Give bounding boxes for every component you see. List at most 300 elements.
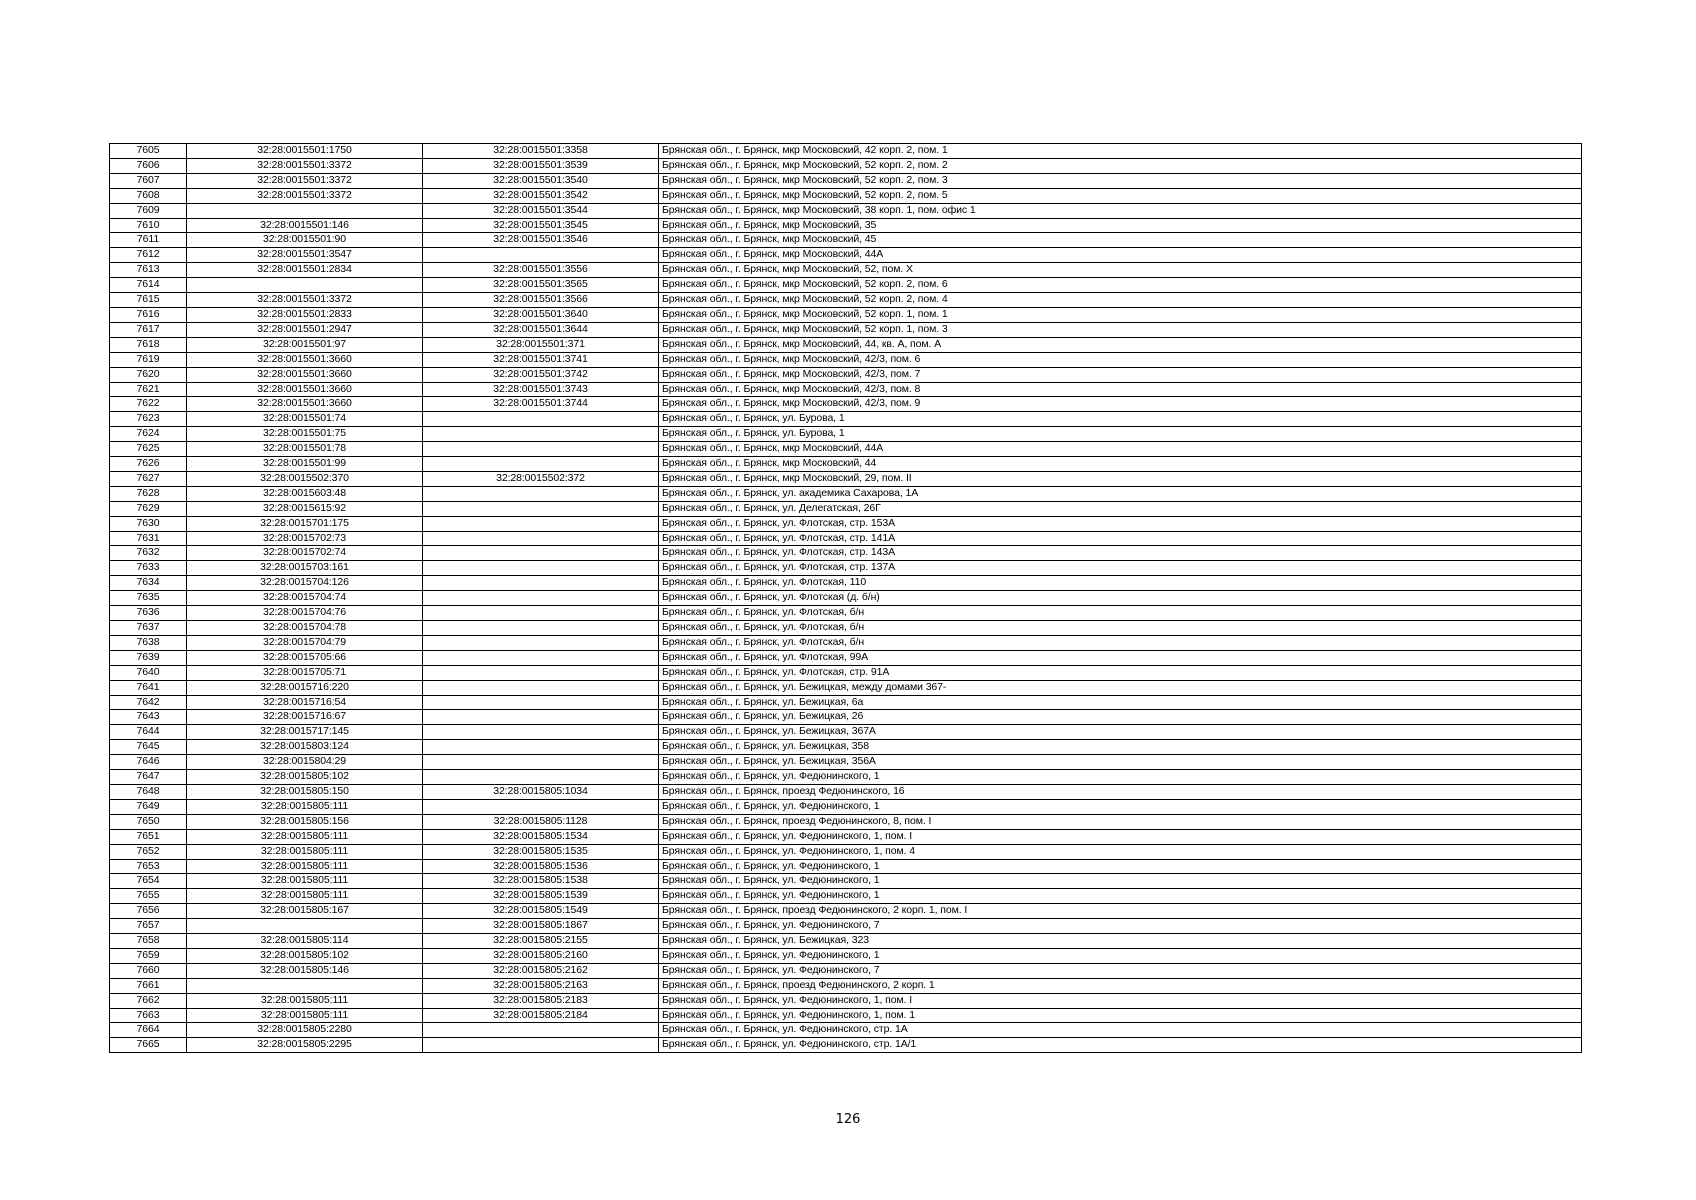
object-cadastral-number-cell: 32:28:0015502:372 (423, 471, 659, 486)
row-number-cell: 7644 (110, 725, 187, 740)
row-number-cell: 7611 (110, 233, 187, 248)
address-cell: Брянская обл., г. Брянск, ул. Бежицкая, 367А (659, 725, 1582, 740)
address-cell: Брянская обл., г. Брянск, ул. Флотская, стр. 153А (659, 516, 1582, 531)
table-row (110, 144, 1582, 159)
table-row (110, 814, 1582, 829)
table-row (110, 740, 1582, 755)
table-row (110, 770, 1582, 785)
table-row (110, 546, 1582, 561)
land-cadastral-number-cell: 32:28:0015805:114 (187, 934, 423, 949)
object-cadastral-number-cell: 32:28:0015501:371 (423, 337, 659, 352)
row-number-cell: 7627 (110, 471, 187, 486)
row-number-cell: 7656 (110, 904, 187, 919)
land-cadastral-number-cell: 32:28:0015615:92 (187, 501, 423, 516)
land-cadastral-number-cell: 32:28:0015704:126 (187, 576, 423, 591)
address-cell: Брянская обл., г. Брянск, мкр Московский, 52 корп. 1, пом. 3 (659, 322, 1582, 337)
address-cell: Брянская обл., г. Брянск, ул. Бежицкая, 323 (659, 934, 1582, 949)
address-cell: Брянская обл., г. Брянск, проезд Федюнинского, 2 корп. 1 (659, 978, 1582, 993)
address-cell: Брянская обл., г. Брянск, мкр Московский, 44 (659, 457, 1582, 472)
land-cadastral-number-cell: 32:28:0015805:111 (187, 993, 423, 1008)
address-cell: Брянская обл., г. Брянск, мкр Московский, 42/3, пом. 6 (659, 352, 1582, 367)
address-cell: Брянская обл., г. Брянск, проезд Федюнинского, 16 (659, 784, 1582, 799)
address-cell: Брянская обл., г. Брянск, ул. Бежицкая, 358 (659, 740, 1582, 755)
row-number-cell: 7632 (110, 546, 187, 561)
object-cadastral-number-cell (423, 635, 659, 650)
address-cell: Брянская обл., г. Брянск, ул. Федюнинского, 1 (659, 948, 1582, 963)
row-number-cell: 7661 (110, 978, 187, 993)
land-cadastral-number-cell: 32:28:0015805:167 (187, 904, 423, 919)
table-row (110, 963, 1582, 978)
object-cadastral-number-cell (423, 740, 659, 755)
row-number-cell: 7651 (110, 829, 187, 844)
row-number-cell: 7660 (110, 963, 187, 978)
address-cell: Брянская обл., г. Брянск, ул. Федюнинского, 1, пом. I (659, 993, 1582, 1008)
land-cadastral-number-cell: 32:28:0015805:111 (187, 874, 423, 889)
land-cadastral-number-cell: 32:28:0015803:124 (187, 740, 423, 755)
row-number-cell: 7642 (110, 695, 187, 710)
land-cadastral-number-cell: 32:28:0015501:3547 (187, 248, 423, 263)
table-row (110, 695, 1582, 710)
land-cadastral-number-cell: 32:28:0015501:3660 (187, 352, 423, 367)
object-cadastral-number-cell: 32:28:0015805:1128 (423, 814, 659, 829)
land-cadastral-number-cell: 32:28:0015717:145 (187, 725, 423, 740)
address-cell: Брянская обл., г. Брянск, ул. Флотская (д. б/н) (659, 591, 1582, 606)
object-cadastral-number-cell (423, 710, 659, 725)
row-number-cell: 7628 (110, 486, 187, 501)
address-cell: Брянская обл., г. Брянск, ул. Флотская, стр. 91А (659, 665, 1582, 680)
object-cadastral-number-cell (423, 457, 659, 472)
table-row (110, 293, 1582, 308)
land-cadastral-number-cell: 32:28:0015603:48 (187, 486, 423, 501)
row-number-cell: 7643 (110, 710, 187, 725)
object-cadastral-number-cell (423, 606, 659, 621)
page-number: 126 (835, 1112, 861, 1127)
address-cell: Брянская обл., г. Брянск, мкр Московский, 52 корп. 2, пом. 4 (659, 293, 1582, 308)
row-number-cell: 7630 (110, 516, 187, 531)
land-cadastral-number-cell: 32:28:0015805:111 (187, 799, 423, 814)
address-cell: Брянская обл., г. Брянск, мкр Московский, 42/3, пом. 8 (659, 382, 1582, 397)
land-cadastral-number-cell: 32:28:0015805:102 (187, 770, 423, 785)
land-cadastral-number-cell: 32:28:0015701:175 (187, 516, 423, 531)
object-cadastral-number-cell: 32:28:0015805:2160 (423, 948, 659, 963)
address-cell: Брянская обл., г. Брянск, ул. Флотская, стр. 141А (659, 531, 1582, 546)
row-number-cell: 7609 (110, 203, 187, 218)
registry-table-body (110, 144, 1582, 1053)
address-cell: Брянская обл., г. Брянск, ул. Бурова, 1 (659, 427, 1582, 442)
object-cadastral-number-cell: 32:28:0015805:2184 (423, 1008, 659, 1023)
table-row (110, 352, 1582, 367)
object-cadastral-number-cell: 32:28:0015501:3640 (423, 307, 659, 322)
table-row (110, 471, 1582, 486)
row-number-cell: 7610 (110, 218, 187, 233)
table-row (110, 248, 1582, 263)
address-cell: Брянская обл., г. Брянск, ул. Бежицкая, 6а (659, 695, 1582, 710)
land-cadastral-number-cell: 32:28:0015501:3372 (187, 158, 423, 173)
object-cadastral-number-cell (423, 546, 659, 561)
table-row (110, 710, 1582, 725)
object-cadastral-number-cell (423, 576, 659, 591)
object-cadastral-number-cell: 32:28:0015501:3556 (423, 263, 659, 278)
object-cadastral-number-cell: 32:28:0015501:3539 (423, 158, 659, 173)
row-number-cell: 7665 (110, 1038, 187, 1053)
address-cell: Брянская обл., г. Брянск, ул. Федюнинского, стр. 1А (659, 1023, 1582, 1038)
land-cadastral-number-cell: 32:28:0015716:67 (187, 710, 423, 725)
land-cadastral-number-cell: 32:28:0015702:74 (187, 546, 423, 561)
address-cell: Брянская обл., г. Брянск, ул. Флотская, б/н (659, 606, 1582, 621)
row-number-cell: 7639 (110, 650, 187, 665)
object-cadastral-number-cell (423, 621, 659, 636)
land-cadastral-number-cell: 32:28:0015501:90 (187, 233, 423, 248)
address-cell: Брянская обл., г. Брянск, ул. Федюнинского, 1, пом. 4 (659, 844, 1582, 859)
row-number-cell: 7657 (110, 919, 187, 934)
row-number-cell: 7608 (110, 188, 187, 203)
land-cadastral-number-cell: 32:28:0015704:74 (187, 591, 423, 606)
address-cell: Брянская обл., г. Брянск, ул. Флотская, 99А (659, 650, 1582, 665)
address-cell: Брянская обл., г. Брянск, мкр Московский, 35 (659, 218, 1582, 233)
table-row (110, 829, 1582, 844)
address-cell: Брянская обл., г. Брянск, мкр Московский, 52 корп. 2, пом. 6 (659, 278, 1582, 293)
row-number-cell: 7607 (110, 173, 187, 188)
table-row (110, 799, 1582, 814)
registry-table (109, 143, 1582, 1053)
object-cadastral-number-cell (423, 561, 659, 576)
land-cadastral-number-cell (187, 919, 423, 934)
table-row (110, 784, 1582, 799)
address-cell: Брянская обл., г. Брянск, проезд Федюнинского, 8, пом. I (659, 814, 1582, 829)
address-cell: Брянская обл., г. Брянск, ул. Федюнинского, 1, пом. 1 (659, 1008, 1582, 1023)
row-number-cell: 7647 (110, 770, 187, 785)
land-cadastral-number-cell: 32:28:0015501:2834 (187, 263, 423, 278)
table-row (110, 442, 1582, 457)
address-cell: Брянская обл., г. Брянск, ул. Бурова, 1 (659, 412, 1582, 427)
land-cadastral-number-cell: 32:28:0015501:75 (187, 427, 423, 442)
object-cadastral-number-cell: 32:28:0015501:3741 (423, 352, 659, 367)
object-cadastral-number-cell: 32:28:0015501:3742 (423, 367, 659, 382)
table-row (110, 621, 1582, 636)
land-cadastral-number-cell: 32:28:0015702:73 (187, 531, 423, 546)
address-cell: Брянская обл., г. Брянск, мкр Московский, 44, кв. А, пом. А (659, 337, 1582, 352)
land-cadastral-number-cell: 32:28:0015501:3660 (187, 382, 423, 397)
address-cell: Брянская обл., г. Брянск, ул. Флотская, 110 (659, 576, 1582, 591)
table-row (110, 337, 1582, 352)
table-row (110, 1008, 1582, 1023)
row-number-cell: 7617 (110, 322, 187, 337)
address-cell: Брянская обл., г. Брянск, мкр Московский, 52, пом. X (659, 263, 1582, 278)
object-cadastral-number-cell: 32:28:0015805:1539 (423, 889, 659, 904)
row-number-cell: 7606 (110, 158, 187, 173)
table-row (110, 486, 1582, 501)
object-cadastral-number-cell (423, 591, 659, 606)
row-number-cell: 7614 (110, 278, 187, 293)
row-number-cell: 7626 (110, 457, 187, 472)
address-cell: Брянская обл., г. Брянск, ул. Федюнинского, 1 (659, 799, 1582, 814)
row-number-cell: 7637 (110, 621, 187, 636)
address-cell: Брянская обл., г. Брянск, ул. Федюнинского, 7 (659, 963, 1582, 978)
land-cadastral-number-cell: 32:28:0015501:99 (187, 457, 423, 472)
address-cell: Брянская обл., г. Брянск, ул. Флотская, стр. 137А (659, 561, 1582, 576)
table-row (110, 263, 1582, 278)
row-number-cell: 7621 (110, 382, 187, 397)
table-row (110, 665, 1582, 680)
address-cell: Брянская обл., г. Брянск, ул. Федюнинского, 1 (659, 770, 1582, 785)
land-cadastral-number-cell: 32:28:0015805:111 (187, 889, 423, 904)
object-cadastral-number-cell: 32:28:0015805:2163 (423, 978, 659, 993)
row-number-cell: 7653 (110, 859, 187, 874)
object-cadastral-number-cell: 32:28:0015805:1538 (423, 874, 659, 889)
table-row (110, 576, 1582, 591)
row-number-cell: 7664 (110, 1023, 187, 1038)
table-row (110, 844, 1582, 859)
table-row (110, 218, 1582, 233)
table-row (110, 307, 1582, 322)
object-cadastral-number-cell (423, 650, 659, 665)
table-row (110, 635, 1582, 650)
land-cadastral-number-cell (187, 278, 423, 293)
object-cadastral-number-cell: 32:28:0015501:3358 (423, 144, 659, 159)
row-number-cell: 7650 (110, 814, 187, 829)
address-cell: Брянская обл., г. Брянск, ул. Федюнинского, 1 (659, 874, 1582, 889)
land-cadastral-number-cell: 32:28:0015805:111 (187, 844, 423, 859)
row-number-cell: 7652 (110, 844, 187, 859)
row-number-cell: 7655 (110, 889, 187, 904)
table-row (110, 993, 1582, 1008)
row-number-cell: 7629 (110, 501, 187, 516)
address-cell: Брянская обл., г. Брянск, ул. Бежицкая, между домами 367- (659, 680, 1582, 695)
land-cadastral-number-cell: 32:28:0015502:370 (187, 471, 423, 486)
table-row (110, 397, 1582, 412)
object-cadastral-number-cell: 32:28:0015501:3542 (423, 188, 659, 203)
land-cadastral-number-cell: 32:28:0015805:146 (187, 963, 423, 978)
object-cadastral-number-cell: 32:28:0015805:2162 (423, 963, 659, 978)
address-cell: Брянская обл., г. Брянск, ул. Федюнинского, 7 (659, 919, 1582, 934)
object-cadastral-number-cell: 32:28:0015805:1536 (423, 859, 659, 874)
row-number-cell: 7649 (110, 799, 187, 814)
registry-sheet (109, 143, 1581, 1053)
row-number-cell: 7654 (110, 874, 187, 889)
table-row (110, 934, 1582, 949)
land-cadastral-number-cell: 32:28:0015501:3372 (187, 188, 423, 203)
row-number-cell: 7633 (110, 561, 187, 576)
land-cadastral-number-cell: 32:28:0015805:111 (187, 859, 423, 874)
address-cell: Брянская обл., г. Брянск, мкр Московский, 42 корп. 2, пом. 1 (659, 144, 1582, 159)
land-cadastral-number-cell: 32:28:0015501:1750 (187, 144, 423, 159)
address-cell: Брянская обл., г. Брянск, ул. Флотская, б/н (659, 621, 1582, 636)
row-number-cell: 7622 (110, 397, 187, 412)
row-number-cell: 7620 (110, 367, 187, 382)
address-cell: Брянская обл., г. Брянск, ул. Бежицкая, 26 (659, 710, 1582, 725)
row-number-cell: 7619 (110, 352, 187, 367)
land-cadastral-number-cell: 32:28:0015501:3372 (187, 173, 423, 188)
object-cadastral-number-cell: 32:28:0015501:3744 (423, 397, 659, 412)
address-cell: Брянская обл., г. Брянск, мкр Московский, 42/3, пом. 7 (659, 367, 1582, 382)
table-row (110, 561, 1582, 576)
row-number-cell: 7646 (110, 755, 187, 770)
table-row (110, 725, 1582, 740)
table-row (110, 158, 1582, 173)
object-cadastral-number-cell (423, 248, 659, 263)
land-cadastral-number-cell: 32:28:0015501:97 (187, 337, 423, 352)
object-cadastral-number-cell (423, 770, 659, 785)
object-cadastral-number-cell: 32:28:0015805:1535 (423, 844, 659, 859)
table-row (110, 591, 1582, 606)
row-number-cell: 7645 (110, 740, 187, 755)
object-cadastral-number-cell (423, 442, 659, 457)
table-row (110, 1023, 1582, 1038)
table-row (110, 680, 1582, 695)
object-cadastral-number-cell: 32:28:0015501:3545 (423, 218, 659, 233)
object-cadastral-number-cell (423, 799, 659, 814)
row-number-cell: 7623 (110, 412, 187, 427)
table-row (110, 322, 1582, 337)
row-number-cell: 7625 (110, 442, 187, 457)
object-cadastral-number-cell (423, 516, 659, 531)
table-row (110, 531, 1582, 546)
object-cadastral-number-cell (423, 725, 659, 740)
row-number-cell: 7624 (110, 427, 187, 442)
table-row (110, 755, 1582, 770)
object-cadastral-number-cell: 32:28:0015501:3743 (423, 382, 659, 397)
row-number-cell: 7663 (110, 1008, 187, 1023)
address-cell: Брянская обл., г. Брянск, ул. Федюнинского, 1, пом. I (659, 829, 1582, 844)
land-cadastral-number-cell: 32:28:0015704:78 (187, 621, 423, 636)
land-cadastral-number-cell: 32:28:0015805:156 (187, 814, 423, 829)
row-number-cell: 7612 (110, 248, 187, 263)
address-cell: Брянская обл., г. Брянск, мкр Московский, 38 корп. 1, пом. офис 1 (659, 203, 1582, 218)
land-cadastral-number-cell: 32:28:0015805:150 (187, 784, 423, 799)
table-row (110, 457, 1582, 472)
table-row (110, 233, 1582, 248)
table-row (110, 1038, 1582, 1053)
row-number-cell: 7634 (110, 576, 187, 591)
land-cadastral-number-cell: 32:28:0015704:76 (187, 606, 423, 621)
address-cell: Брянская обл., г. Брянск, мкр Московский, 45 (659, 233, 1582, 248)
address-cell: Брянская обл., г. Брянск, мкр Московский, 52 корп. 2, пом. 3 (659, 173, 1582, 188)
land-cadastral-number-cell: 32:28:0015705:71 (187, 665, 423, 680)
address-cell: Брянская обл., г. Брянск, ул. Федюнинского, 1 (659, 889, 1582, 904)
row-number-cell: 7662 (110, 993, 187, 1008)
object-cadastral-number-cell: 32:28:0015501:3644 (423, 322, 659, 337)
row-number-cell: 7615 (110, 293, 187, 308)
land-cadastral-number-cell: 32:28:0015716:54 (187, 695, 423, 710)
table-row (110, 367, 1582, 382)
address-cell: Брянская обл., г. Брянск, ул. Бежицкая, 356А (659, 755, 1582, 770)
land-cadastral-number-cell: 32:28:0015501:3660 (187, 397, 423, 412)
table-row (110, 501, 1582, 516)
address-cell: Брянская обл., г. Брянск, проезд Федюнинского, 2 корп. 1, пом. I (659, 904, 1582, 919)
object-cadastral-number-cell (423, 665, 659, 680)
object-cadastral-number-cell: 32:28:0015805:2183 (423, 993, 659, 1008)
address-cell: Брянская обл., г. Брянск, ул. Флотская, б/н (659, 635, 1582, 650)
land-cadastral-number-cell: 32:28:0015501:3660 (187, 367, 423, 382)
table-row (110, 919, 1582, 934)
row-number-cell: 7631 (110, 531, 187, 546)
object-cadastral-number-cell (423, 501, 659, 516)
land-cadastral-number-cell (187, 203, 423, 218)
object-cadastral-number-cell (423, 531, 659, 546)
object-cadastral-number-cell (423, 412, 659, 427)
row-number-cell: 7616 (110, 307, 187, 322)
row-number-cell: 7636 (110, 606, 187, 621)
address-cell: Брянская обл., г. Брянск, мкр Московский, 44А (659, 442, 1582, 457)
table-row (110, 412, 1582, 427)
land-cadastral-number-cell: 32:28:0015805:111 (187, 829, 423, 844)
table-row (110, 889, 1582, 904)
row-number-cell: 7641 (110, 680, 187, 695)
object-cadastral-number-cell (423, 1038, 659, 1053)
object-cadastral-number-cell: 32:28:0015805:1549 (423, 904, 659, 919)
table-row (110, 978, 1582, 993)
object-cadastral-number-cell (423, 427, 659, 442)
row-number-cell: 7613 (110, 263, 187, 278)
row-number-cell: 7659 (110, 948, 187, 963)
address-cell: Брянская обл., г. Брянск, мкр Московский, 42/3, пом. 9 (659, 397, 1582, 412)
land-cadastral-number-cell: 32:28:0015804:29 (187, 755, 423, 770)
row-number-cell: 7635 (110, 591, 187, 606)
land-cadastral-number-cell: 32:28:0015703:161 (187, 561, 423, 576)
object-cadastral-number-cell (423, 755, 659, 770)
row-number-cell: 7640 (110, 665, 187, 680)
row-number-cell: 7648 (110, 784, 187, 799)
land-cadastral-number-cell: 32:28:0015805:111 (187, 1008, 423, 1023)
land-cadastral-number-cell: 32:28:0015705:66 (187, 650, 423, 665)
object-cadastral-number-cell: 32:28:0015501:3565 (423, 278, 659, 293)
table-row (110, 904, 1582, 919)
land-cadastral-number-cell: 32:28:0015501:2947 (187, 322, 423, 337)
object-cadastral-number-cell: 32:28:0015501:3546 (423, 233, 659, 248)
land-cadastral-number-cell (187, 978, 423, 993)
address-cell: Брянская обл., г. Брянск, мкр Московский, 52 корп. 2, пом. 5 (659, 188, 1582, 203)
object-cadastral-number-cell: 32:28:0015805:1534 (423, 829, 659, 844)
land-cadastral-number-cell: 32:28:0015805:102 (187, 948, 423, 963)
row-number-cell: 7605 (110, 144, 187, 159)
object-cadastral-number-cell: 32:28:0015805:1867 (423, 919, 659, 934)
object-cadastral-number-cell (423, 680, 659, 695)
object-cadastral-number-cell: 32:28:0015501:3544 (423, 203, 659, 218)
object-cadastral-number-cell: 32:28:0015501:3540 (423, 173, 659, 188)
land-cadastral-number-cell: 32:28:0015716:220 (187, 680, 423, 695)
land-cadastral-number-cell: 32:28:0015501:74 (187, 412, 423, 427)
table-row (110, 874, 1582, 889)
table-row (110, 382, 1582, 397)
address-cell: Брянская обл., г. Брянск, мкр Московский, 29, пом. II (659, 471, 1582, 486)
address-cell: Брянская обл., г. Брянск, ул. Делегатская, 26Г (659, 501, 1582, 516)
land-cadastral-number-cell: 32:28:0015805:2295 (187, 1038, 423, 1053)
land-cadastral-number-cell: 32:28:0015501:78 (187, 442, 423, 457)
land-cadastral-number-cell: 32:28:0015501:146 (187, 218, 423, 233)
table-row (110, 948, 1582, 963)
land-cadastral-number-cell: 32:28:0015501:2833 (187, 307, 423, 322)
address-cell: Брянская обл., г. Брянск, мкр Московский, 52 корп. 2, пом. 2 (659, 158, 1582, 173)
table-row (110, 188, 1582, 203)
table-row (110, 606, 1582, 621)
table-row (110, 278, 1582, 293)
row-number-cell: 7658 (110, 934, 187, 949)
land-cadastral-number-cell: 32:28:0015704:79 (187, 635, 423, 650)
object-cadastral-number-cell: 32:28:0015805:1034 (423, 784, 659, 799)
table-row (110, 650, 1582, 665)
table-row (110, 859, 1582, 874)
object-cadastral-number-cell (423, 695, 659, 710)
table-row (110, 203, 1582, 218)
address-cell: Брянская обл., г. Брянск, мкр Московский, 44А (659, 248, 1582, 263)
table-row (110, 173, 1582, 188)
land-cadastral-number-cell: 32:28:0015805:2280 (187, 1023, 423, 1038)
row-number-cell: 7638 (110, 635, 187, 650)
address-cell: Брянская обл., г. Брянск, мкр Московский, 52 корп. 1, пом. 1 (659, 307, 1582, 322)
table-row (110, 427, 1582, 442)
object-cadastral-number-cell (423, 486, 659, 501)
object-cadastral-number-cell: 32:28:0015805:2155 (423, 934, 659, 949)
